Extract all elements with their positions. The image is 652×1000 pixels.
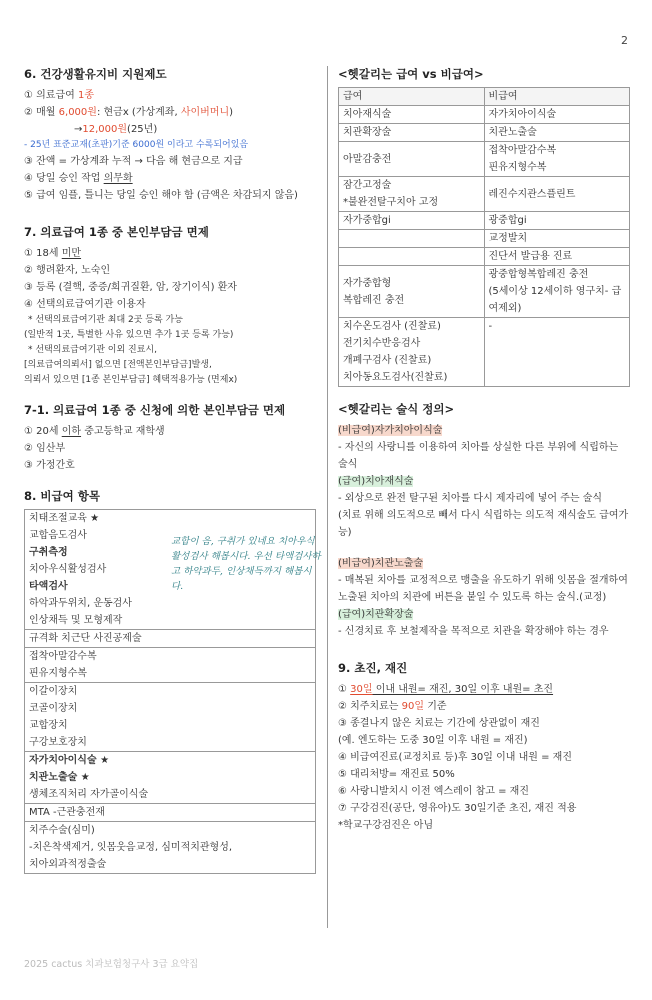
surgery-title: <헷갈리는 술식 정의>	[338, 402, 455, 416]
s9-line-9: *학교구강검진은 아님	[338, 820, 434, 831]
s9-line-5: ④ 비급여진료(교정치료 등)후 30일 이내 내원 = 재진	[338, 752, 573, 763]
right-column	[338, 66, 630, 834]
compare-row	[339, 142, 630, 177]
s6-line-3	[24, 121, 316, 138]
s6-l2-amount: 6,000원	[58, 107, 97, 118]
s9-l1-days: 30일	[350, 684, 373, 695]
s9-line-4: (예. 엔도하는 도중 30일 이후 내원 = 재진)	[338, 735, 528, 746]
items-group-surgery	[25, 752, 316, 804]
items-group-amalgam	[25, 648, 316, 683]
compare-cell	[484, 266, 630, 318]
compare-row	[339, 106, 630, 124]
left-column	[24, 66, 321, 874]
s9-l1-rest: 이내 내원= 재진, 30일 이후 내원= 초진	[372, 684, 554, 695]
non-covered-item: 자가치아이식술 ★	[29, 755, 110, 766]
def-autotransplant: - 자신의 사랑니를 이용하여 치아를 상실한 다른 부위에 식립하는 술식	[338, 442, 619, 470]
term-autotransplant: (비급여)자가치아이식술	[338, 425, 443, 436]
section-7-1-title: 7-1. 의료급여 1종 중 신청에 의한 본인부담금 면제	[24, 403, 286, 417]
non-covered-item: 교합음도검사	[29, 530, 87, 541]
compare-row	[339, 266, 630, 318]
cell-line: 개폐구검사 (진찰료)	[343, 355, 432, 366]
compare-cell-empty	[339, 248, 485, 266]
compare-cell: 광중합gi	[484, 212, 630, 230]
cell-line: 잠간고정술	[343, 180, 392, 191]
s6-line-4: ③ 잔액 = 가상계좌 누적 → 다음 해 현금으로 지급	[24, 156, 243, 167]
s71-l1-underline: 이하	[61, 426, 82, 437]
compare-cell: -	[484, 318, 630, 387]
compare-section	[338, 66, 630, 387]
section-7	[24, 224, 316, 388]
items-group-mta	[25, 804, 316, 822]
compare-cell	[339, 318, 485, 387]
non-covered-items-table	[24, 509, 321, 874]
s6-l2-text: ② 매월	[24, 107, 59, 118]
column-divider	[327, 66, 328, 928]
s7-l1-text: ① 18세	[24, 248, 62, 259]
term-crown-exposure: (비급여)치관노출술	[338, 558, 424, 569]
s6-line-1	[24, 87, 316, 104]
s9-l2-days: 90일	[401, 701, 425, 712]
s6-l3-year: (25년)	[127, 124, 158, 135]
s6-l5-underline: 의무화	[103, 173, 133, 184]
items-group-appliances	[25, 683, 316, 752]
non-covered-item: 구취측정	[29, 547, 68, 558]
s9-line-8: ⑦ 구강검진(공단, 영유아)도 30일기준 초진, 재진 적용	[338, 803, 577, 814]
s9-l1-num: ①	[338, 684, 351, 695]
compare-row	[339, 177, 630, 212]
compare-header-row	[339, 88, 630, 106]
s71-line-1	[24, 423, 316, 440]
page-number: 2	[621, 34, 628, 47]
compare-cell: 자가치아이식술	[484, 106, 630, 124]
section-8	[24, 488, 321, 874]
non-covered-item: 치관노출술 ★	[29, 772, 90, 783]
compare-row	[339, 318, 630, 387]
s7-line-3: ③ 등록 (결핵, 중증/희귀질환, 암, 장기이식) 환자	[24, 282, 237, 293]
non-covered-item: 구강보호장치	[29, 737, 87, 748]
non-covered-item: 하악과두위치, 운동검사	[29, 598, 132, 609]
arrow-icon: →	[74, 124, 83, 135]
compare-cell: 진단서 발급용 진료	[484, 248, 630, 266]
section-9-title: 9. 초진, 재진	[338, 661, 408, 675]
non-covered-item: 생체조직처리 자가골이식술	[29, 789, 149, 800]
term-crown-lengthening: (급여)치관확장술	[338, 609, 414, 620]
section-9	[338, 660, 630, 834]
s7-l1-underline: 미만	[61, 248, 82, 259]
s9-line-2	[338, 698, 630, 715]
non-covered-item: 규격화 치근단 사진공제술	[29, 633, 142, 644]
s9-line-7: ⑥ 사랑니발치시 이전 엑스레이 참고 = 재진	[338, 786, 529, 797]
def-replantation-note: (치료 위해 의도적으로 빼서 다시 식립하는 의도적 재식술도 급여가능)	[338, 510, 629, 538]
compare-cell	[339, 177, 485, 212]
non-covered-item: 타액검사	[29, 581, 68, 592]
s6-line-6: ⑤ 급여 임플, 틀니는 당일 승인 해야 함 (금액은 차감되지 않음)	[24, 190, 298, 201]
s6-l3-amount: 12,000원	[82, 124, 128, 135]
s71-l1-text: ① 20세	[24, 426, 62, 437]
s9-l2-text: ② 치주치료는	[338, 701, 402, 712]
def-crown-lengthening: - 신경치료 후 보철제작을 목적으로 치관을 확장해야 하는 경우	[338, 626, 609, 637]
section-7-1	[24, 402, 316, 474]
cell-line: 자가중합형	[343, 277, 392, 289]
cell-line: 접착아말감수복	[488, 145, 557, 156]
s6-line-2	[24, 104, 316, 121]
def-replantation: - 외상으로 완전 탈구된 치아를 다시 제자리에 넣어 주는 술식	[338, 493, 603, 504]
handwritten-note: 교합이 음, 구취가 있네요 치아우식활성검사 해봅시다. 우선 타액검사하고 하악과두, 인상채득까지 해봅시다.	[171, 536, 321, 592]
s6-l1-text: ① 의료급여	[24, 90, 78, 101]
items-group-perio	[25, 822, 316, 874]
s7-line-2: ② 행려환자, 노숙인	[24, 265, 111, 276]
s6-l2-mid: : 현금x (가상계좌,	[96, 107, 181, 118]
section-7-title: 7. 의료급여 1종 중 본인부담금 면제	[24, 225, 209, 239]
compare-cell-empty	[339, 230, 485, 248]
s6-l2-close: )	[229, 107, 234, 118]
compare-cell	[484, 142, 630, 177]
cell-line: *불완전탈구치아 고정	[343, 197, 439, 208]
s7-note-5: 의뢰서 있으면 [1종 본인부담금] 혜택적용가능 (면제x)	[24, 375, 238, 385]
s71-line-2: ② 임산부	[24, 443, 66, 454]
non-covered-item: -치은착색제거, 잇몸웃음교정, 심미적치관형성,	[29, 842, 233, 853]
cell-line: 복합레진 충전	[343, 294, 405, 306]
compare-row	[339, 124, 630, 142]
s7-note-1: * 선택의료급여기관 최대 2곳 등록 가능	[28, 315, 183, 325]
non-covered-item: 인상채득 및 모형제작	[29, 615, 123, 626]
compare-title: <헷갈리는 급여 vs 비급여>	[338, 67, 484, 81]
cell-line: 핀유지형수복	[488, 162, 547, 173]
s6-l5-text: ④ 당일 승인 작업	[24, 173, 104, 184]
s7-note-4: [의료급여의뢰서] 없으면 [전액본인부담금]발생,	[24, 360, 212, 370]
non-covered-item: 치태조절교육 ★	[29, 513, 100, 524]
term-replantation: (급여)치아재식술	[338, 476, 414, 487]
s71-l1-rest: 중고등학교 재학생	[81, 426, 165, 437]
non-covered-item: 치주수술(심미)	[29, 825, 95, 836]
compare-cell	[339, 266, 485, 318]
compare-cell: 자가중합gi	[339, 212, 485, 230]
section-8-title: 8. 비급여 항목	[24, 489, 100, 503]
s71-line-3: ③ 가정간호	[24, 460, 75, 471]
compare-row	[339, 212, 630, 230]
compare-cell: 레진수지관스플린트	[484, 177, 630, 212]
compare-row	[339, 230, 630, 248]
compare-cell: 아말감충전	[339, 142, 485, 177]
header-non-covered: 비급여	[484, 88, 630, 106]
s6-note: - 25년 표준교재(초판)기준 6000원 이라고 수록되어있음	[24, 140, 249, 150]
s9-line-3: ③ 종결나지 않은 치료는 기간에 상관없이 재진	[338, 718, 540, 729]
section-6-title: 6. 건강생활유지비 지원제도	[24, 67, 167, 81]
compare-table	[338, 87, 630, 387]
compare-cell: 치관확장술	[339, 124, 485, 142]
s6-line-5	[24, 170, 316, 187]
def-crown-exposure: - 매복된 치아를 교정적으로 맹출을 유도하기 위해 잇몸을 절개하여 노출된 치아의 치관에 버튼을 붙일 수 있도록 하는 술식.(교정)	[338, 575, 628, 603]
items-group-exams	[25, 510, 321, 630]
s9-l2-rest: 기준	[424, 701, 447, 712]
non-covered-item: 핀유지형수복	[29, 668, 87, 679]
cell-line: 광중합형복합레진 충전	[488, 269, 589, 280]
cell-line: 전기치수반응검사	[343, 338, 421, 349]
s7-line-1	[24, 245, 316, 262]
s6-l1-highlight: 1종	[77, 90, 94, 101]
items-group-xray	[25, 630, 316, 648]
compare-cell: 치관노출술	[484, 124, 630, 142]
cell-line: (5세이상 12세이하 영구치- 급여제외)	[488, 286, 622, 314]
non-covered-item: 코골이장치	[29, 703, 78, 714]
compare-row	[339, 248, 630, 266]
non-covered-item: MTA -근관충전재	[29, 807, 105, 818]
s7-note-2: (일반적 1곳, 특별한 사유 있으면 추가 1곳 등록 가능)	[24, 330, 234, 340]
header-covered: 급여	[339, 88, 485, 106]
s6-l2-cybermoney: 사이버머니	[180, 107, 230, 118]
non-covered-item: 치아외과적정출술	[29, 859, 107, 870]
non-covered-item: 접착아말감수복	[29, 651, 97, 662]
s7-note-3: * 선택의료급여기관 이외 진료시,	[28, 345, 157, 355]
cell-line: 치아동요도검사(진찰료)	[343, 372, 448, 383]
footer: 2025 cactus 치과보험청구사 3급 요약집	[24, 959, 199, 970]
cell-line: 치수온도검사 (진찰료)	[343, 321, 441, 332]
non-covered-item: 치아우식활성검사	[29, 564, 107, 575]
compare-cell: 교정발치	[484, 230, 630, 248]
s9-line-6: ⑤ 대리처방= 재진료 50%	[338, 769, 455, 780]
surgery-section	[338, 401, 630, 640]
non-covered-item: 교합장치	[29, 720, 68, 731]
section-6	[24, 66, 316, 204]
compare-cell: 치아재식술	[339, 106, 485, 124]
non-covered-item: 이갈이장치	[29, 686, 78, 697]
s7-line-4: ④ 선택의료급여기관 이용자	[24, 299, 146, 310]
s9-line-1	[338, 681, 630, 698]
